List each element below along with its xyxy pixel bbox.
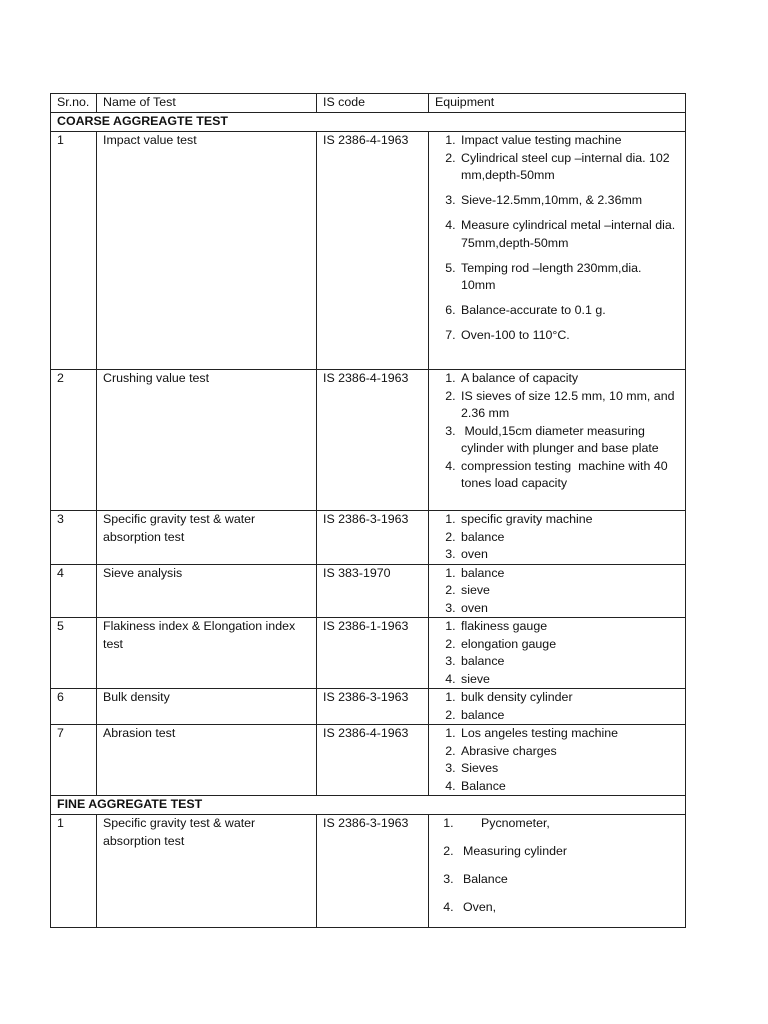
header-is-code: IS code [317,94,429,113]
list-item: 1. Impact value testing machine [459,132,679,150]
table-row [51,370,686,511]
list-item: 4. Balance [459,778,679,796]
section-title-coarse: COARSE AGGREAGTE TEST [51,113,686,132]
equipment-cell [429,689,686,725]
list-item: 3. Mould,15cm diameter measuring cylinder with plunger and base plate [459,423,679,458]
list-item: 3. oven [459,546,679,564]
list-item: 7. Oven-100 to 110°C. [459,327,679,345]
list-item: 3. Sieves [459,760,679,778]
sr-no-cell: 2 [51,370,97,511]
header-name-of-test: Name of Test [97,94,317,113]
equipment-cell [429,370,686,511]
is-code-cell: IS 2386-3-1963 [317,511,429,565]
list-item: 2. balance [459,529,679,547]
test-name-cell: Bulk density [97,689,317,725]
list-item: 2. IS sieves of size 12.5 mm, 10 mm, and 2.36 mm [459,388,679,423]
equipment-cell [429,725,686,796]
list-item: 4. compression testing machine with 40 tones load capacity [459,458,679,493]
test-name-cell: Impact value test [97,132,317,370]
equipment-cell [429,815,686,928]
table-row [51,511,686,565]
table-row [51,132,686,370]
is-code-cell: IS 2386-3-1963 [317,815,429,928]
list-item: 4. sieve [459,671,679,689]
equipment-cell [429,132,686,370]
tests-table [50,93,686,928]
table-row [51,564,686,618]
sr-no-cell: 4 [51,564,97,618]
equipment-cell [429,511,686,565]
equipment-list [435,725,679,795]
is-code-cell: IS 383-1970 [317,564,429,618]
equipment-list [435,511,679,564]
equipment-list [435,370,679,493]
list-item: 6. Balance-accurate to 0.1 g. [459,302,679,320]
sr-no-cell: 7 [51,725,97,796]
list-item: 1. Los angeles testing machine [459,725,679,743]
list-item: 3. Balance [457,871,679,889]
is-code-cell: IS 2386-4-1963 [317,132,429,370]
section-row-coarse [51,113,686,132]
test-name-cell: Flakiness index & Elongation index test [97,618,317,689]
sr-no-cell: 5 [51,618,97,689]
list-item: 2. Measuring cylinder [457,843,679,861]
list-item: 1. bulk density cylinder [459,689,679,707]
list-item: 4. Oven, [457,899,679,917]
section-title-fine: FINE AGGREGATE TEST [51,796,686,815]
is-code-cell: IS 2386-4-1963 [317,725,429,796]
table-row [51,689,686,725]
test-name-cell: Specific gravity test & water absorption test [97,815,317,928]
table-row [51,815,686,928]
sr-no-cell: 1 [51,132,97,370]
test-name-cell: Abrasion test [97,725,317,796]
sr-no-cell: 3 [51,511,97,565]
list-item: 2. Cylindrical steel cup –internal dia. 102 mm,depth-50mm [459,150,679,185]
section-row-fine [51,796,686,815]
list-item: 1. flakiness gauge [459,618,679,636]
test-name-cell: Sieve analysis [97,564,317,618]
test-name-cell: Specific gravity test & water absorption test [97,511,317,565]
list-item: 3. Sieve-12.5mm,10mm, & 2.36mm [459,192,679,210]
is-code-cell: IS 2386-4-1963 [317,370,429,511]
header-sr-no: Sr.no. [51,94,97,113]
list-item: 2. sieve [459,582,679,600]
list-item: 1. Pycnometer, [457,815,679,833]
is-code-cell: IS 2386-3-1963 [317,689,429,725]
equipment-list [435,132,679,345]
list-item: 2. balance [459,707,679,725]
is-code-cell: IS 2386-1-1963 [317,618,429,689]
list-item: 2. elongation gauge [459,636,679,654]
list-item: 2. Abrasive charges [459,743,679,761]
list-item: 3. oven [459,600,679,618]
list-item: 1. balance [459,565,679,583]
list-item: 4. Measure cylindrical metal –internal dia. 75mm,depth-50mm [459,217,679,252]
header-equipment: Equipment [429,94,686,113]
equipment-cell [429,564,686,618]
equipment-cell [429,618,686,689]
sr-no-cell: 1 [51,815,97,928]
header-row [51,94,686,113]
table-row [51,725,686,796]
table-row [51,618,686,689]
equipment-list [435,815,679,917]
equipment-list [435,618,679,688]
list-item: 3. balance [459,653,679,671]
list-item: 1. specific gravity machine [459,511,679,529]
sr-no-cell: 6 [51,689,97,725]
equipment-list [435,689,679,724]
list-item: 5. Temping rod –length 230mm,dia. 10mm [459,260,679,295]
equipment-list [435,565,679,618]
test-name-cell: Crushing value test [97,370,317,511]
list-item: 1. A balance of capacity [459,370,679,388]
